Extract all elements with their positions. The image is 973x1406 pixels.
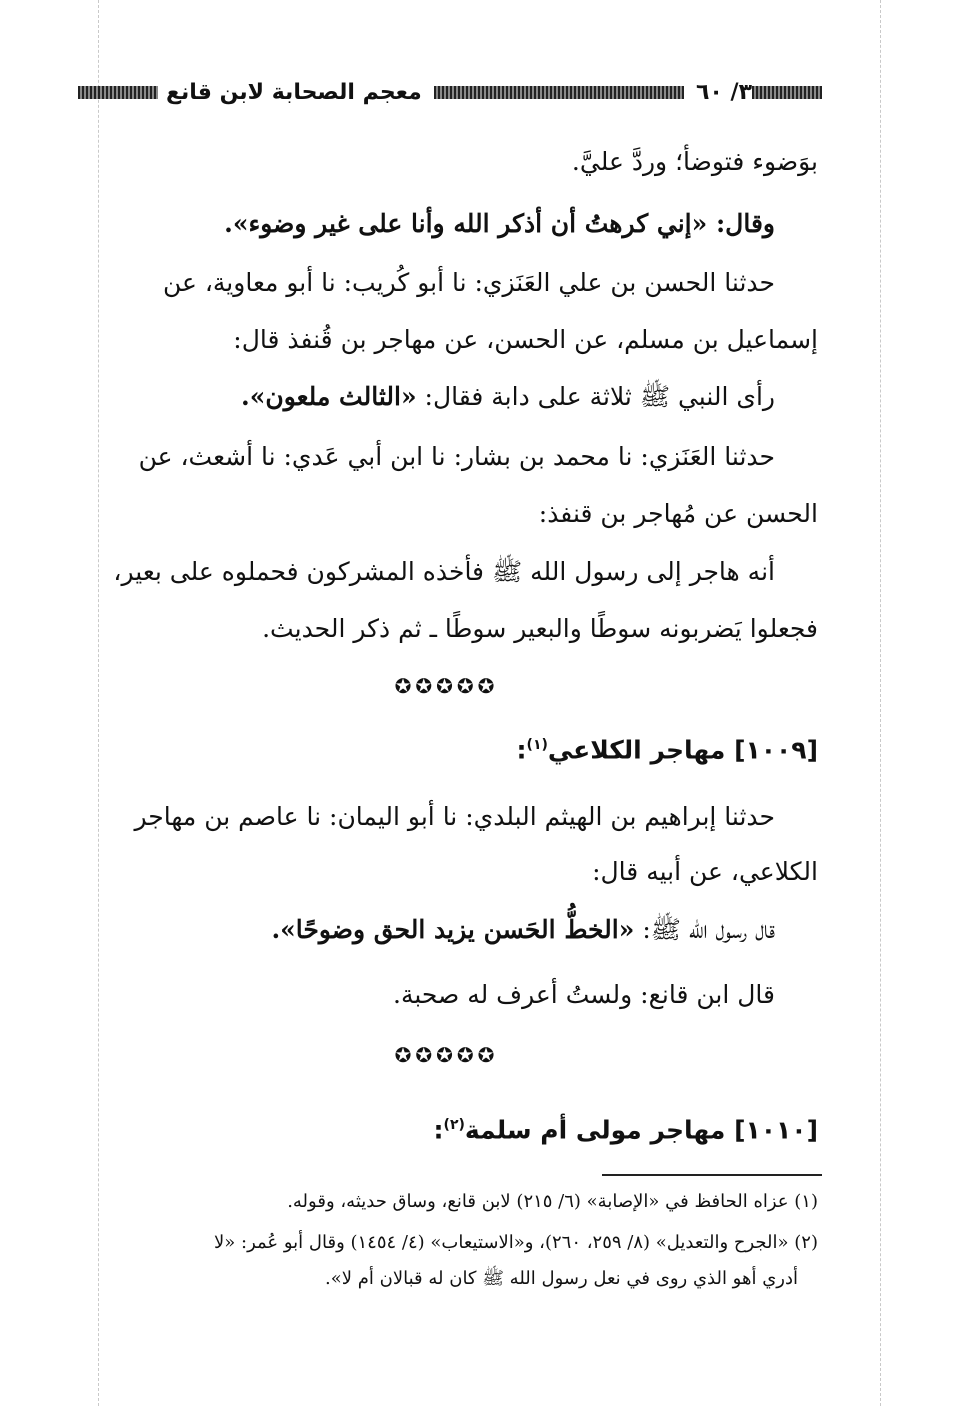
margin-guide-left (98, 0, 99, 1406)
text-line: فجعلوا يَضربونه سوطًا والبعير سوطًا ـ ثم ذكر الحديث. (262, 614, 818, 643)
entry-heading (517, 725, 818, 770)
text-line: أنه هاجر إلى رسول الله ﷺ فأخذه المشركون فحملوه على بعير، (113, 557, 775, 586)
text-line: الحسن عن مُهاجر بن قنفذ: (538, 499, 818, 528)
text-line: قال ابن قانع: ولستُ أعرف له صحبة. (393, 980, 775, 1009)
text-line: بوَضوء فتوضأ؛ وردَّ عليَّ. (571, 147, 818, 176)
entry-title: [١٠١٠] مهاجر مولى أم سلمة (464, 1115, 818, 1145)
footnote-separator (602, 1174, 822, 1176)
section-separator: ✪✪✪✪✪ (394, 674, 499, 698)
entry-colon: : (516, 735, 527, 765)
margin-guide-right (880, 0, 881, 1406)
section-separator: ✪✪✪✪✪ (394, 1043, 499, 1067)
entry-heading (434, 1105, 818, 1150)
entry-title: [١٠٠٩] مهاجر الكلاعي (547, 735, 818, 765)
footnote-ref: (٢) (443, 1117, 465, 1133)
header-ornament-middle (434, 86, 684, 99)
text-line: إسماعيل بن مسلم، عن الحسن، عن مهاجر بن قُنفذ قال: (233, 325, 818, 354)
text-line: حدثنا العَنَزي: نا محمد بن بشار: نا ابن أبي عَدي: نا أشعث، عن (138, 442, 775, 471)
footnote: (٢) «الجرح والتعديل» (٨/ ٢٥٩، ٢٦٠)، و«الاستيعاب» (٤/ ١٤٥٤) وقال أبو عُمر: «لا (214, 1232, 818, 1253)
text-segment: قال رسول الله ﷺ: (634, 915, 775, 944)
page-number: ٣/ ٦٠ (696, 79, 752, 105)
text-line (271, 910, 775, 950)
footnote: (١) عزاه الحافظ في «الإصابة» (٦/ ٢١٥) لابن قانع، وساق حديثه، وقوله. (287, 1191, 818, 1212)
header-ornament-left (78, 86, 158, 99)
footnote: أدري أهو الذي روى في نعل رسول الله ﷺ كان له قبالان أم لا». (325, 1268, 798, 1289)
text-line: الكلاعي، عن أبيه قال: (592, 857, 818, 886)
text-line: وقال: «إني كرهتُ أن أذكر الله وأنا على غير وضوء». (224, 209, 775, 238)
entry-colon: : (433, 1115, 444, 1145)
header-ornament-right (752, 86, 822, 99)
text-line (241, 377, 775, 417)
page-header (78, 74, 822, 110)
quote: «الثالث ملعون». (241, 382, 417, 411)
book-title: معجم الصحابة لابن قانع (166, 79, 422, 105)
text-segment: رأى النبي ﷺ ثلاثة على دابة فقال: (416, 382, 775, 411)
text-line: حدثنا إبراهيم بن الهيثم البلدي: نا أبو اليمان: نا عاصم بن مهاجر (134, 802, 775, 831)
text-line: حدثنا الحسن بن علي العَنَزي: نا أبو كُريب: نا أبو معاوية، عن (162, 268, 775, 297)
quote: «الخطُّ الحَسن يزيد الحق وضوحًا». (271, 915, 635, 944)
footnote-ref: (١) (526, 737, 548, 753)
